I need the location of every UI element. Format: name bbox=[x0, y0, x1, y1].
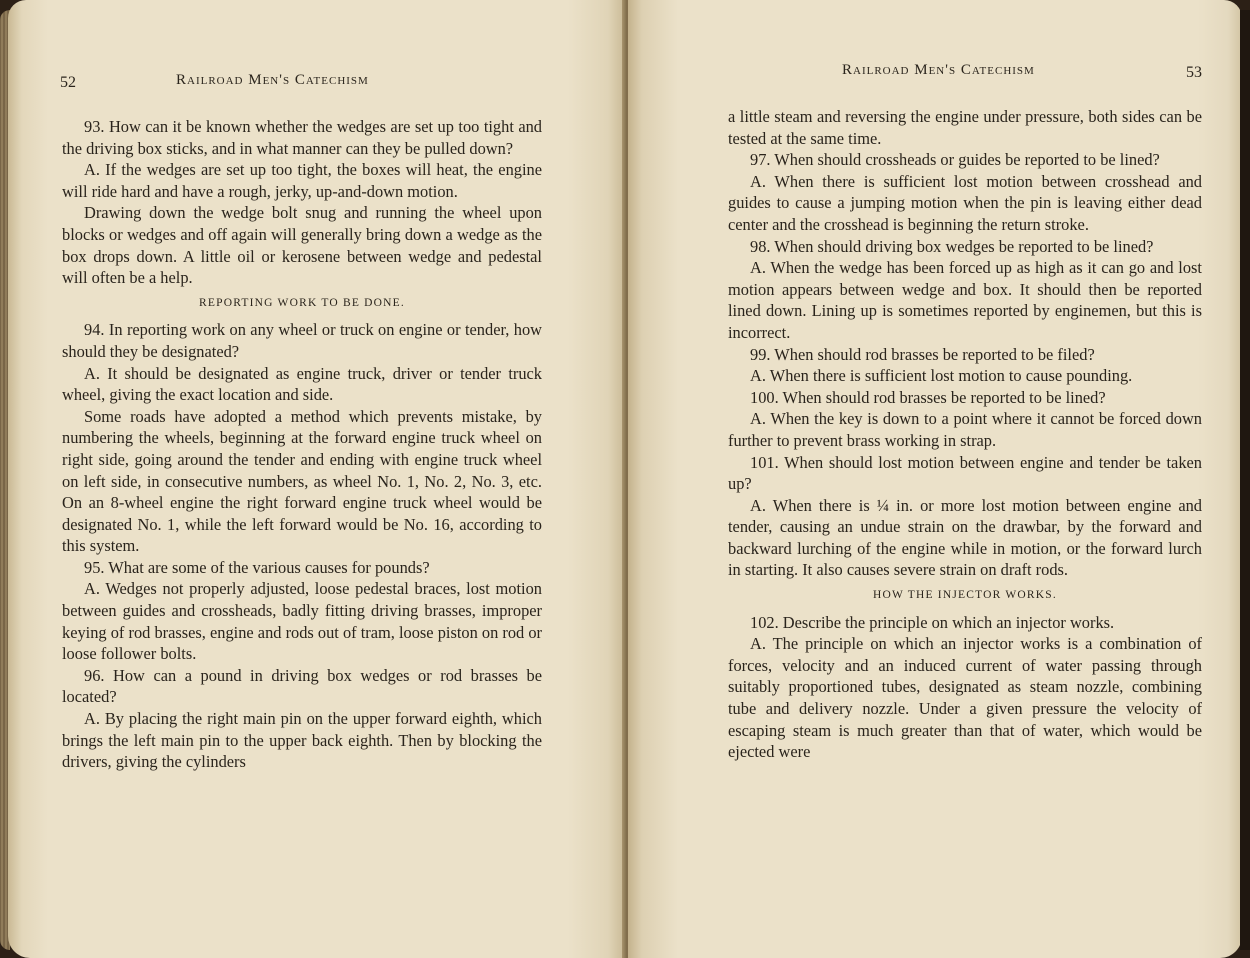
paragraph: A. The principle on which an injector works is a combination of forces, velocity and an induced current of water passing through suitably proportioned tubes, designated as steam nozzle, combining tube and delivery nozzle. Under a given pressure the velocity of escaping steam is much greater than that of water, which would be ejected were bbox=[728, 634, 1202, 762]
paragraph: 101. When should lost motion between engine and tender be taken up? bbox=[728, 452, 1202, 494]
paragraph: 93. How can it be known whether the wedges are set up too tight and the driving box sticks, and in what manner can they be pulled down? bbox=[62, 117, 542, 158]
paragraph: A. By placing the right main pin on the upper forward eighth, which brings the left main pin to the upper back eighth. Then by blocking the drivers, giving the cylinders bbox=[62, 709, 542, 772]
paragraph: A. When there is sufficient lost motion between crosshead and guides to cause a jumping motion when the pin is leaving either dead center and the crosshead is beginning the return stroke. bbox=[728, 171, 1202, 234]
book-cover-edge bbox=[1240, 10, 1250, 950]
paragraph: 95. What are some of the various causes for pounds? bbox=[84, 557, 430, 577]
paragraph: Drawing down the wedge bolt snug and running the wheel upon blocks or wedges and off again will generally bring down a wedge as the box drops down. A little oil or kerosene between wedge and pedestal will often be a help. bbox=[62, 203, 542, 288]
section-subheading: REPORTING WORK TO BE DONE. bbox=[199, 296, 405, 309]
running-head-left: Railroad Men's Catechism bbox=[176, 72, 369, 88]
paragraph: A. It should be designated as engine truck, driver or tender truck wheel, giving the exact location and side. bbox=[62, 363, 542, 405]
left-page bbox=[8, 0, 626, 958]
paragraph: 102. Describe the principle on which an injector works. bbox=[750, 612, 1115, 632]
paragraph: Some roads have adopted a method which prevents mistake, by numbering the wheels, beginning at the forward engine truck wheel on right side, going around the tender and ending with engine truck wheel on left side, in consecutive numbers, as wheel No. 1, No. 2, No. 3, etc. On an 8-wheel engine the right forward engine truck wheel would be designated No. 1, while the left forward would be No. 16, according to this system. bbox=[62, 406, 542, 556]
running-head-right: Railroad Men's Catechism bbox=[842, 62, 1035, 78]
paragraph: a little steam and reversing the engine under pressure, both sides can be tested at the same time. bbox=[728, 107, 1202, 148]
paragraph: 98. When should driving box wedges be reported to be lined? bbox=[750, 236, 1154, 256]
paragraph: 99. When should rod brasses be reported to be filed? bbox=[750, 344, 1095, 364]
paragraph: A. When there is sufficient lost motion to cause pounding. bbox=[750, 366, 1133, 386]
paragraph: 94. In reporting work on any wheel or truck on engine or tender, how should they be designated? bbox=[62, 320, 542, 361]
paragraph: A. If the wedges are set up too tight, the boxes will heat, the engine will ride hard and have a rough, jerky, up-and-down motion. bbox=[62, 160, 542, 201]
paragraph: A. When the wedge has been forced up as high as it can go and lost motion appears between wedge and box. It should then be reported lined down. Lining up is sometimes reported by enginemen, but this is incorrect. bbox=[728, 258, 1202, 342]
paragraph: A. When there is ¼ in. or more lost motion between engine and tender, causing an undue strain on the drawbar, by the forward and backward lurching of the engine while in motion, or the forward lurch in starting. It also causes severe strain on draft rods. bbox=[728, 495, 1202, 580]
right-page bbox=[628, 0, 1242, 958]
paragraph: 100. When should rod brasses be reported to be lined? bbox=[750, 387, 1106, 407]
paragraph: A. Wedges not properly adjusted, loose pedestal braces, lost motion between guides and crossheads, badly fitting driving brasses, improper keying of rod brasses, engine and rods out of tram, loose piston on rod or loose follower bolts. bbox=[62, 579, 542, 664]
section-subheading: HOW THE INJECTOR WORKS. bbox=[873, 589, 1057, 602]
right-page-text bbox=[728, 106, 1202, 763]
paragraph: 97. When should crossheads or guides be reported to be lined? bbox=[750, 150, 1160, 170]
paragraph: A. When the key is down to a point where it cannot be forced down further to prevent brass working in strap. bbox=[728, 409, 1202, 450]
page-number-right: 53 bbox=[1186, 64, 1202, 81]
paragraph: 96. How can a pound in driving box wedges or rod brasses be located? bbox=[62, 665, 542, 707]
left-page-text bbox=[62, 116, 542, 773]
page-number-left: 52 bbox=[60, 74, 76, 91]
